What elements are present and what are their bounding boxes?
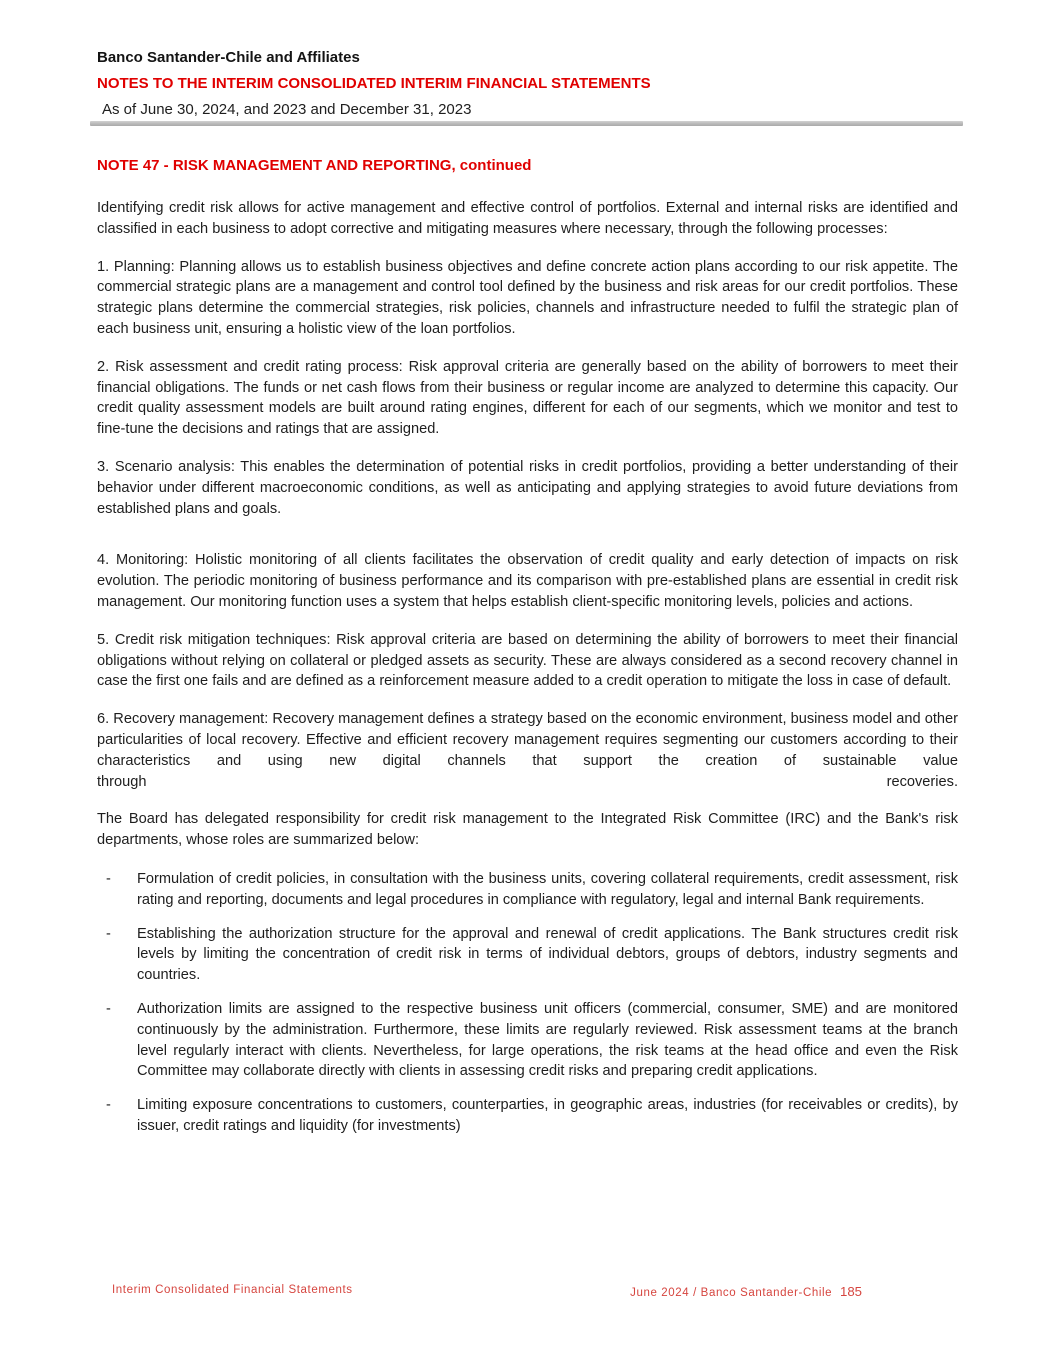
paragraph-board: The Board has delegated responsibility for credit risk management to the Integrated Risk Committee (IRC) and the Bank's risk departments, whose roles are summarized below: [97, 811, 958, 849]
paragraph-intro: Identifying credit risk allows for active management and effective control of portfolios. External and internal risks are identified and classified in each business to adopt corrective and mitigating measures where necessary, through the following processes: [97, 200, 958, 237]
bullet-marker: - [106, 925, 111, 942]
bullet-item-authorization-structure [97, 924, 958, 986]
bullet-list [97, 869, 958, 1137]
document-title: NOTES TO THE INTERIM CONSOLIDATED INTERIM FINANCIAL STATEMENTS [97, 75, 651, 92]
footer-right-text: June 2024 / Banco Santander-Chile [630, 1287, 833, 1299]
note-title: NOTE 47 - RISK MANAGEMENT AND REPORTING, continued [97, 157, 532, 174]
paragraph-recovery-main: 6. Recovery management: Recovery management defines a strategy based on the economic environment, business model and other particularities of local recovery. Effective and efficient recovery management requires segmenting our customers according to their characteristics and using new digital channels that support the creation of sustainable value [97, 711, 958, 769]
bullet-marker: - [106, 1000, 111, 1017]
page-number: 185 [839, 1284, 862, 1299]
page-header [97, 0, 958, 119]
paragraph-planning: 1. Planning: Planning allows us to establish business objectives and define concrete action plans according to our risk appetite. The commercial strategic plans are a management and control tool defined by the business and risk areas for our credit portfolios. These strategic plans determine the commercial strategies, risk policies, channels and infrastructure needed to fulfil the strategic plan of each business unit, ensuring a holistic view of the loan portfolios. [97, 258, 958, 337]
bullet-text: Formulation of credit policies, in consultation with the business units, covering collateral requirements, credit assessment, risk rating and reporting, documents and legal procedures in compliance with regulatory, legal and internal Bank requirements. [137, 870, 958, 908]
bullet-text: Limiting exposure concentrations to customers, counterparties, in geographic areas, industries (for receivables or credits), by issuer, credit ratings and liquidity (for investments) [137, 1097, 958, 1134]
paragraph-risk-assessment: 2. Risk assessment and credit rating process: Risk approval criteria are generally based on the ability of borrowers to meet their financial obligations. The funds or net cash flows from their business or regular income are analyzed to determine this capacity. Our credit quality assessment models are built around rating engines, different for each of our segments, which we monitor and test to fine-tune the decisions and ratings that are assigned. [97, 358, 958, 438]
bullet-marker: - [106, 870, 111, 887]
paragraph-recovery [97, 709, 958, 792]
bullet-text: Establishing the authorization structure for the approval and renewal of credit applications. The Bank structures credit risk levels by limiting the concentration of credit risk in terms of individual debtors, groups of debtors, industry segments and countries. [137, 925, 958, 984]
page-footer [0, 1284, 1055, 1304]
company-name: Banco Santander-Chile and Affiliates [97, 49, 360, 66]
last-line-right-word: recoveries. [886, 773, 958, 790]
footer-right-group [630, 1284, 862, 1299]
paragraph-mitigation: 5. Credit risk mitigation techniques: Risk approval criteria are based on determining the ability of borrowers to meet their financial obligations without relying on collateral or pledged assets as security. These are always considered as a second recovery channel in case the first one fails and are defined as a reinforcement measure added to a credit operation to mitigate the loss in case of default. [97, 631, 958, 690]
bullet-marker: - [106, 1097, 111, 1114]
header-divider [90, 121, 963, 126]
bullet-item-authorization-limits [97, 999, 958, 1082]
bullet-item-formulation [97, 869, 958, 911]
last-line-left-word: through [97, 773, 147, 790]
bullet-item-limiting-exposure [97, 1095, 958, 1137]
paragraph-monitoring: 4. Monitoring: Holistic monitoring of all clients facilitates the observation of credit quality and early detection of impacts on risk evolution. The periodic monitoring of business performance and its comparison with pre-established plans are essential in credit risk management. Our monitoring function uses a system that helps establish client-specific monitoring levels, policies and actions. [97, 552, 958, 610]
bullet-text: Authorization limits are assigned to the respective business unit officers (commercial, consumer, SME) and are monitored continuously by the administration. Furthermore, these limits are regularly reviewed. Risk assessment teams at the branch level regularly interact with clients. Nevertheless, for large operations, the risk teams at the head office and even the Risk Committee may collaborate directly with clients in assessing credit risks and preparing credit applications. [137, 1000, 958, 1080]
paragraph-scenario-analysis: 3. Scenario analysis: This enables the determination of potential risks in credit portfolios, providing a better understanding of their behavior under different macroeconomic conditions, as well as anticipating and applying strategies to avoid future deviations from established plans and goals. [97, 458, 958, 517]
page-content [97, 0, 958, 1137]
footer-left-text: Interim Consolidated Financial Statements [112, 1284, 353, 1296]
date-line: As of June 30, 2024, and 2023 and December 31, 2023 [102, 101, 472, 118]
paragraph-recovery-last-line [97, 772, 958, 793]
